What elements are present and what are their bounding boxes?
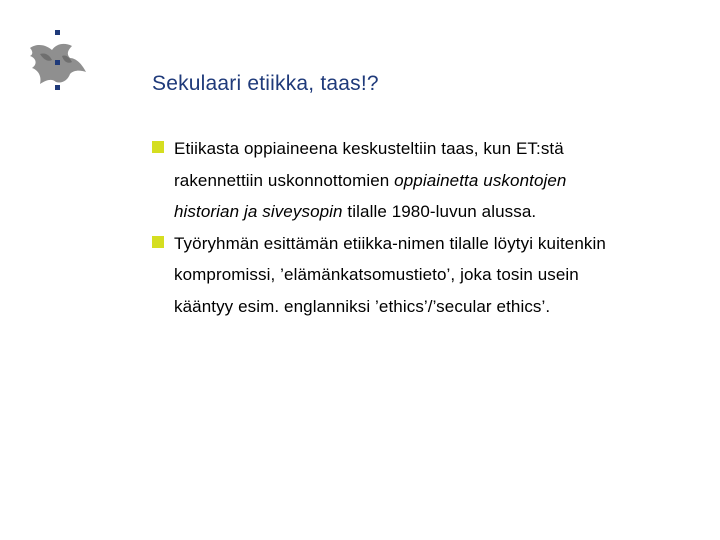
bullet-text-italic: oppiainetta uskontojen xyxy=(394,170,567,190)
slide-body xyxy=(150,133,690,322)
bullet-line: Työryhmän esittämän etiikka-nimen tilalle löytyi kuitenkin xyxy=(174,233,606,253)
square-bullet-icon xyxy=(152,236,164,248)
bullet-item xyxy=(150,133,690,228)
bullet-line: kompromissi, ’elämänkatsomustieto’, joka tosin usein xyxy=(174,265,579,284)
bullet-line xyxy=(174,196,690,228)
bullet-text: tilalle 1980-luvun alussa. xyxy=(342,202,537,221)
slide-title: Sekulaari etiikka, taas!? xyxy=(152,72,379,95)
bullet-item xyxy=(150,228,690,323)
bullet-text-italic: historian ja siveysopin xyxy=(174,202,343,221)
university-logo-icon xyxy=(22,28,92,98)
bullet-line: kääntyy esim. englanniksi ’ethics’/’secular ethics’. xyxy=(174,296,551,316)
bullet-line: Etiikasta oppiaineena keskusteltiin taas, kun ET:stä xyxy=(174,139,564,158)
bullet-line xyxy=(174,165,690,197)
bullet-text: rakennettiin uskonnottomien xyxy=(174,170,395,190)
square-bullet-icon xyxy=(152,141,164,153)
